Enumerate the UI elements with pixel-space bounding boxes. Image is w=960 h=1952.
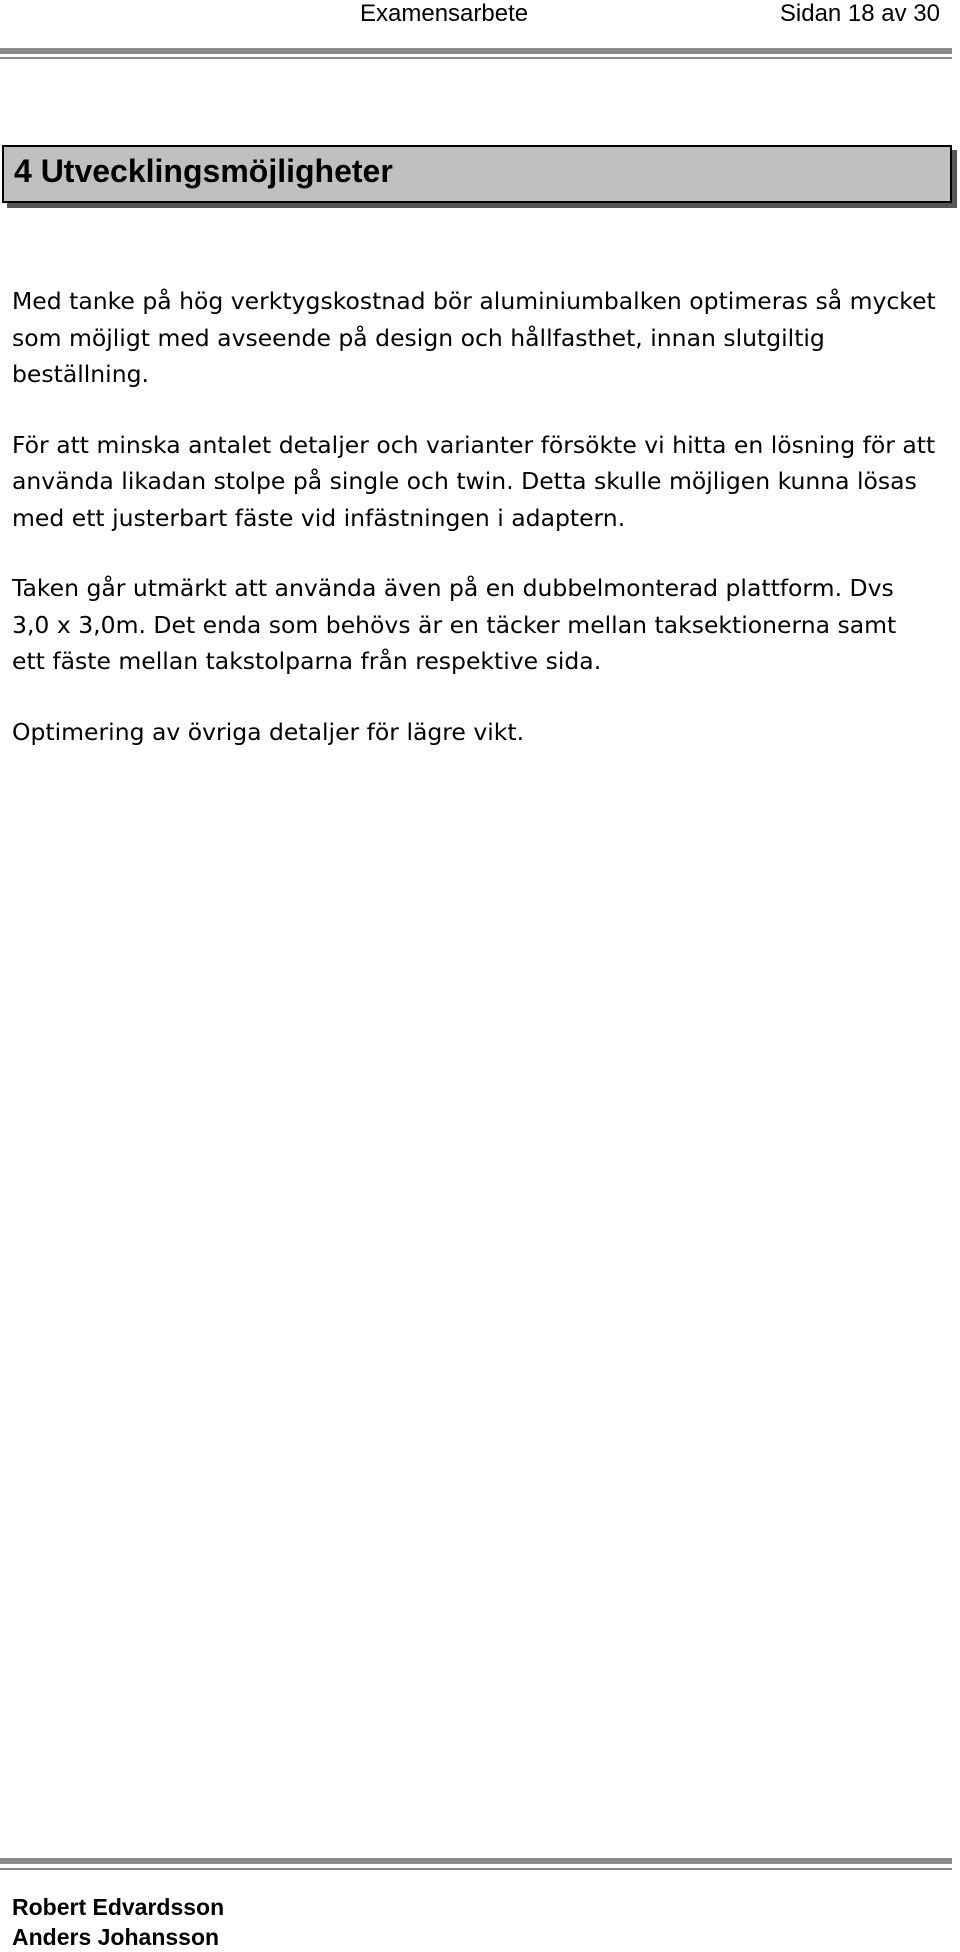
section-heading-box bbox=[2, 145, 952, 203]
header-rule-thin bbox=[0, 57, 952, 59]
paragraph-2: För att minska antalet detaljer och varianter försökte vi hitta en lösning för att använda likadan stolpe på single och twin. Detta skulle möjligen kunna lösas med ett justerbart fäste vid infästningen i adaptern. bbox=[12, 430, 936, 532]
paragraph-4: Optimering av övriga detaljer för lägre vikt. bbox=[12, 717, 525, 746]
footer-rule-thin bbox=[0, 1868, 952, 1870]
author-name: Anders Johansson bbox=[12, 1924, 220, 1950]
footer-rule-thick bbox=[0, 1858, 952, 1864]
paragraph-3: Taken går utmärkt att använda även på en dubbelmonterad plattform. Dvs 3,0 x 3,0m. Det enda som behövs är en täcker mellan taksektionerna samt ett fäste mellan takstolparna från respektive sida. bbox=[12, 574, 897, 675]
footer-authors bbox=[12, 1892, 224, 1952]
document-type: Examensarbete bbox=[360, 0, 529, 27]
page-header bbox=[0, 0, 960, 30]
paragraph-1: Med tanke på hög verktygskostnad bör aluminiumbalken optimeras så mycket som möjligt med avseende på design och hållfasthet, innan slutgiltig beställning. bbox=[12, 287, 936, 388]
page-number: Sidan 18 av 30 bbox=[779, 0, 940, 27]
section-title: 4 Utvecklingsmöjligheter bbox=[14, 153, 393, 189]
header-rule-thick bbox=[0, 48, 952, 54]
body-text bbox=[12, 283, 952, 784]
author-name: Robert Edvardsson bbox=[12, 1894, 225, 1920]
